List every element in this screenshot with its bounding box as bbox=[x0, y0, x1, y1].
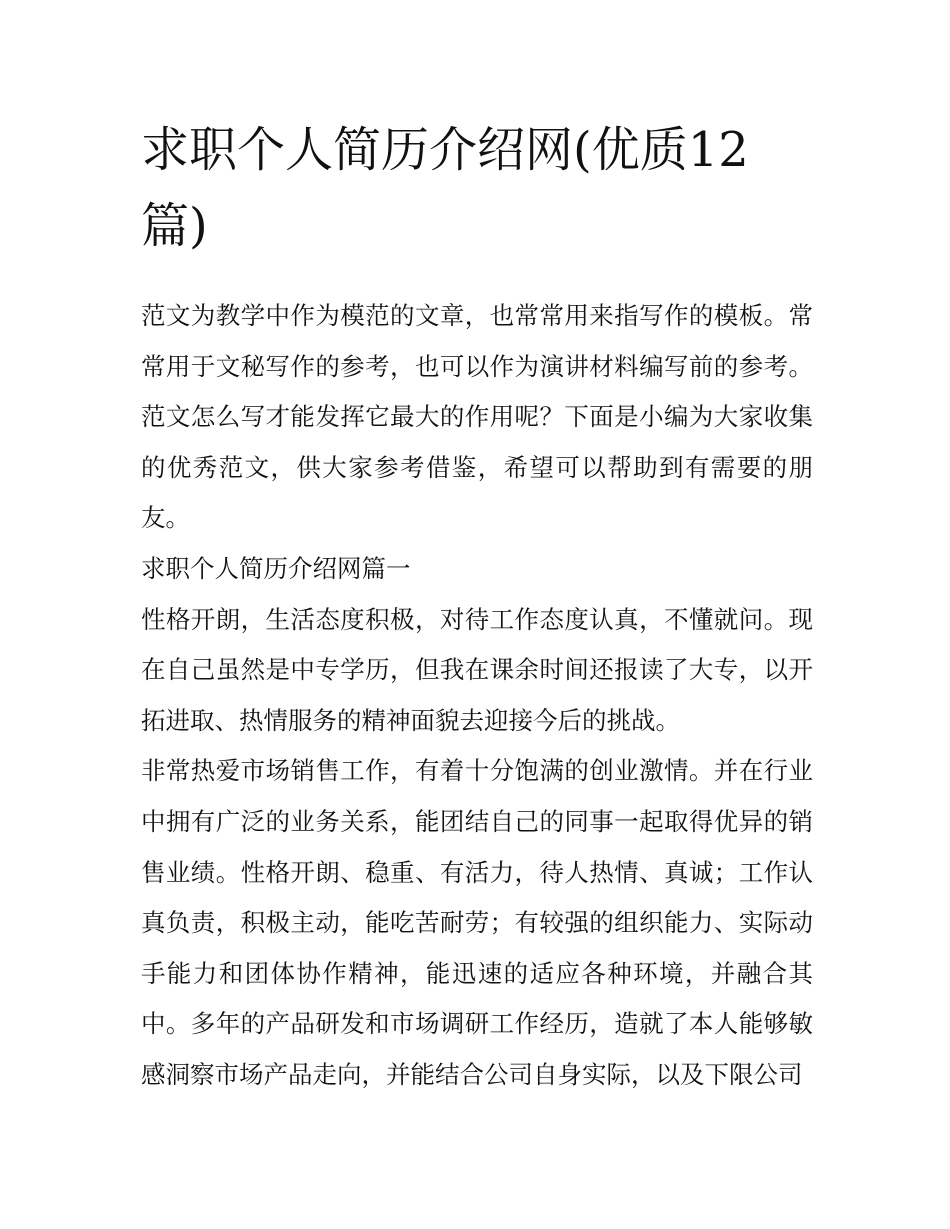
section-heading: 求职个人简历介绍网篇一 bbox=[141, 553, 411, 583]
document-page bbox=[141, 112, 813, 1101]
document-title: 求职个人简历介绍网(优质12篇) bbox=[141, 122, 749, 254]
body-paragraph: 非常热爱市场销售工作，有着十分饱满的创业激情。并在行业中拥有广泛的业务关系，能团结自己的同事一起取得优异的销售业绩。性格开朗、稳重、有活力，待人热情、真诚；工作认真负责，积极主动，能吃苦耐劳；有较强的组织能力、实际动手能力和团体协作精神，能迅速的适应各种环境，并融合其中。多年的产品研发和市场调研工作经历，造就了本人能够敏感洞察市场产品走向，并能结合公司自身实际，以及下限公司 bbox=[141, 756, 813, 1089]
intro-paragraph: 范文为教学中作为模范的文章，也常常用来指写作的模板。常常用于文秘写作的参考，也可以作为演讲材料编写前的参考。范文怎么写才能发挥它最大的作用呢？下面是小编为大家收集的优秀范文，供大家参考借鉴，希望可以帮助到有需要的朋友。 bbox=[141, 301, 813, 533]
body-paragraph: 性格开朗，生活态度积极，对待工作态度认真，不懂就问。现在自己虽然是中专学历，但我在课余时间还报读了大专，以开拓进取、热情服务的精神面貌去迎接今后的挑战。 bbox=[141, 604, 813, 735]
